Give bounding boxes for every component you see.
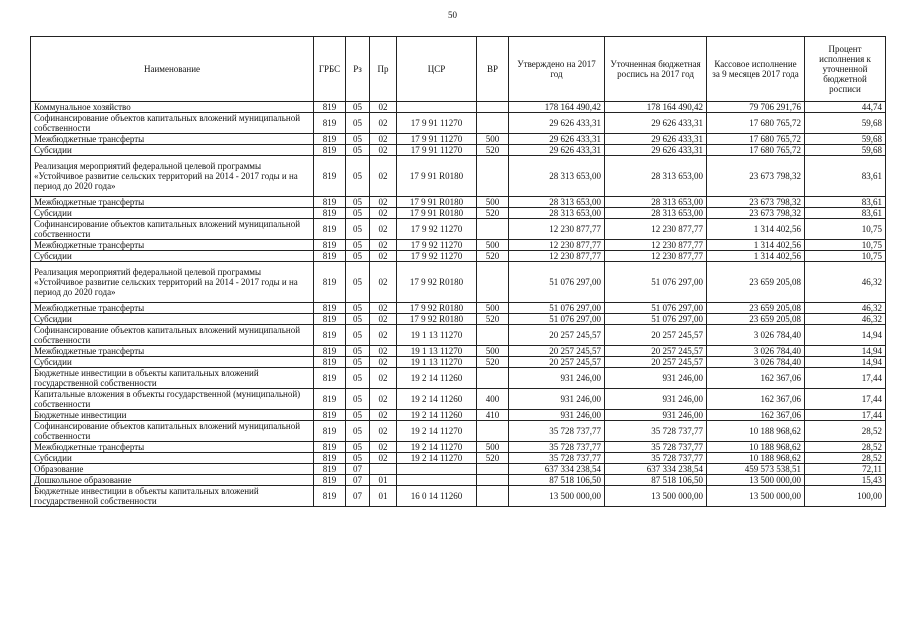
cell-rz: 05	[346, 357, 370, 368]
cell-refined: 931 246,00	[605, 410, 707, 421]
cell-rz: 05	[346, 134, 370, 145]
header-csr: ЦСР	[397, 37, 477, 102]
cell-vr: 400	[477, 389, 509, 410]
cell-refined: 29 626 433,31	[605, 145, 707, 156]
cell-percent: 10,75	[805, 251, 886, 262]
cell-approved: 28 313 653,00	[509, 208, 605, 219]
cell-pr: 02	[370, 156, 397, 197]
table-row	[31, 113, 886, 134]
cell-approved: 28 313 653,00	[509, 156, 605, 197]
cell-rz: 05	[346, 453, 370, 464]
cell-approved: 637 334 238,54	[509, 464, 605, 475]
cell-grbs: 819	[314, 303, 346, 314]
cell-approved: 20 257 245,57	[509, 346, 605, 357]
table-row	[31, 240, 886, 251]
cell-executed: 17 680 765,72	[707, 145, 805, 156]
cell-executed: 23 659 205,08	[707, 314, 805, 325]
cell-percent: 83,61	[805, 197, 886, 208]
cell-csr: 19 2 14 11260	[397, 410, 477, 421]
cell-csr	[397, 464, 477, 475]
cell-grbs: 819	[314, 389, 346, 410]
cell-percent: 17,44	[805, 389, 886, 410]
cell-rz: 05	[346, 208, 370, 219]
cell-name: Субсидии	[31, 453, 314, 464]
cell-rz: 05	[346, 102, 370, 113]
header-rz: Рз	[346, 37, 370, 102]
cell-csr: 17 9 91 R0180	[397, 156, 477, 197]
table-row	[31, 368, 886, 389]
cell-refined: 51 076 297,00	[605, 262, 707, 303]
cell-percent: 10,75	[805, 219, 886, 240]
cell-approved: 51 076 297,00	[509, 314, 605, 325]
cell-name: Межбюджетные трансферты	[31, 442, 314, 453]
cell-percent: 59,68	[805, 145, 886, 156]
cell-csr: 17 9 91 11270	[397, 134, 477, 145]
cell-csr: 17 9 91 R0180	[397, 197, 477, 208]
cell-csr: 17 9 91 11270	[397, 113, 477, 134]
cell-refined: 28 313 653,00	[605, 156, 707, 197]
table-row	[31, 421, 886, 442]
cell-executed: 10 188 968,62	[707, 453, 805, 464]
cell-name: Образование	[31, 464, 314, 475]
table-row	[31, 102, 886, 113]
cell-name: Межбюджетные трансферты	[31, 134, 314, 145]
cell-pr: 02	[370, 421, 397, 442]
cell-percent: 17,44	[805, 410, 886, 421]
cell-name: Коммунальное хозяйство	[31, 102, 314, 113]
cell-grbs: 819	[314, 464, 346, 475]
cell-csr: 19 1 13 11270	[397, 357, 477, 368]
cell-pr	[370, 464, 397, 475]
cell-grbs: 819	[314, 145, 346, 156]
header-vr: ВР	[477, 37, 509, 102]
cell-approved: 29 626 433,31	[509, 134, 605, 145]
cell-grbs: 819	[314, 102, 346, 113]
cell-vr	[477, 486, 509, 507]
cell-percent: 15,43	[805, 475, 886, 486]
header-name: Наименование	[31, 37, 314, 102]
cell-approved: 28 313 653,00	[509, 197, 605, 208]
cell-csr: 17 9 91 R0180	[397, 208, 477, 219]
table-row	[31, 251, 886, 262]
cell-csr	[397, 102, 477, 113]
cell-name: Реализация мероприятий федеральной целевой программы «Устойчивое развитие сельских территорий на 2014 - 2017 годы и на период до 2020 года»	[31, 156, 314, 197]
cell-rz: 05	[346, 303, 370, 314]
cell-approved: 931 246,00	[509, 389, 605, 410]
cell-approved: 20 257 245,57	[509, 357, 605, 368]
cell-refined: 87 518 106,50	[605, 475, 707, 486]
cell-percent: 28,52	[805, 421, 886, 442]
cell-grbs: 819	[314, 208, 346, 219]
cell-approved: 29 626 433,31	[509, 145, 605, 156]
cell-vr	[477, 219, 509, 240]
cell-grbs: 819	[314, 475, 346, 486]
cell-percent: 17,44	[805, 368, 886, 389]
cell-grbs: 819	[314, 421, 346, 442]
cell-approved: 29 626 433,31	[509, 113, 605, 134]
cell-executed: 13 500 000,00	[707, 475, 805, 486]
cell-refined: 637 334 238,54	[605, 464, 707, 475]
cell-rz: 05	[346, 368, 370, 389]
cell-vr: 520	[477, 145, 509, 156]
cell-approved: 35 728 737,77	[509, 453, 605, 464]
table-row	[31, 156, 886, 197]
header-pr: Пр	[370, 37, 397, 102]
cell-refined: 29 626 433,31	[605, 113, 707, 134]
cell-percent: 10,75	[805, 240, 886, 251]
cell-grbs: 819	[314, 197, 346, 208]
cell-name: Межбюджетные трансферты	[31, 346, 314, 357]
cell-executed: 23 673 798,32	[707, 208, 805, 219]
cell-csr: 19 2 14 11270	[397, 421, 477, 442]
cell-pr: 02	[370, 368, 397, 389]
cell-refined: 931 246,00	[605, 389, 707, 410]
cell-percent: 83,61	[805, 156, 886, 197]
cell-refined: 51 076 297,00	[605, 303, 707, 314]
cell-grbs: 819	[314, 453, 346, 464]
cell-rz: 05	[346, 219, 370, 240]
page-number: 50	[448, 10, 457, 20]
cell-approved: 12 230 877,77	[509, 219, 605, 240]
cell-refined: 35 728 737,77	[605, 421, 707, 442]
cell-csr: 16 0 14 11260	[397, 486, 477, 507]
cell-vr	[477, 113, 509, 134]
cell-csr: 19 2 14 11260	[397, 368, 477, 389]
cell-vr	[477, 325, 509, 346]
table-header-row	[31, 37, 886, 102]
cell-pr: 02	[370, 262, 397, 303]
cell-pr: 02	[370, 145, 397, 156]
cell-percent: 14,94	[805, 357, 886, 368]
cell-approved: 178 164 490,42	[509, 102, 605, 113]
cell-executed: 3 026 784,40	[707, 357, 805, 368]
cell-approved: 13 500 000,00	[509, 486, 605, 507]
cell-vr	[477, 464, 509, 475]
cell-approved: 35 728 737,77	[509, 421, 605, 442]
header-grbs: ГРБС	[314, 37, 346, 102]
table-row	[31, 208, 886, 219]
cell-vr: 500	[477, 303, 509, 314]
cell-refined: 20 257 245,57	[605, 325, 707, 346]
cell-grbs: 819	[314, 113, 346, 134]
table-row	[31, 357, 886, 368]
table-row	[31, 314, 886, 325]
cell-pr: 02	[370, 325, 397, 346]
header-executed: Кассовое исполнение за 9 месяцев 2017 года	[707, 37, 805, 102]
cell-vr	[477, 368, 509, 389]
cell-executed: 162 367,06	[707, 389, 805, 410]
cell-rz: 05	[346, 410, 370, 421]
cell-name: Капитальные вложения в объекты государственной (муниципальной) собственности	[31, 389, 314, 410]
cell-approved: 35 728 737,77	[509, 442, 605, 453]
cell-executed: 23 659 205,08	[707, 262, 805, 303]
cell-name: Реализация мероприятий федеральной целевой программы «Устойчивое развитие сельских территорий на 2014 - 2017 годы и на период до 2020 года»	[31, 262, 314, 303]
cell-rz: 05	[346, 240, 370, 251]
cell-rz: 07	[346, 475, 370, 486]
cell-approved: 51 076 297,00	[509, 262, 605, 303]
cell-refined: 35 728 737,77	[605, 442, 707, 453]
cell-pr: 02	[370, 113, 397, 134]
table-body	[31, 102, 886, 507]
cell-vr	[477, 156, 509, 197]
cell-name: Субсидии	[31, 145, 314, 156]
cell-pr: 02	[370, 102, 397, 113]
cell-csr: 17 9 92 11270	[397, 240, 477, 251]
table-row	[31, 464, 886, 475]
cell-rz: 05	[346, 421, 370, 442]
table-row	[31, 442, 886, 453]
cell-grbs: 819	[314, 219, 346, 240]
cell-percent: 46,32	[805, 303, 886, 314]
cell-csr: 19 2 14 11270	[397, 442, 477, 453]
cell-name: Софинансирование объектов капитальных вложений муниципальной собственности	[31, 219, 314, 240]
cell-rz: 05	[346, 389, 370, 410]
table-row	[31, 453, 886, 464]
table-row	[31, 197, 886, 208]
cell-executed: 17 680 765,72	[707, 113, 805, 134]
cell-pr: 02	[370, 240, 397, 251]
cell-percent: 44,74	[805, 102, 886, 113]
cell-name: Межбюджетные трансферты	[31, 240, 314, 251]
cell-approved: 51 076 297,00	[509, 303, 605, 314]
cell-rz: 07	[346, 486, 370, 507]
cell-approved: 931 246,00	[509, 410, 605, 421]
cell-grbs: 819	[314, 240, 346, 251]
cell-percent: 72,11	[805, 464, 886, 475]
cell-name: Субсидии	[31, 314, 314, 325]
cell-pr: 02	[370, 303, 397, 314]
cell-name: Софинансирование объектов капитальных вложений муниципальной собственности	[31, 113, 314, 134]
cell-name: Субсидии	[31, 251, 314, 262]
cell-name: Субсидии	[31, 208, 314, 219]
cell-vr: 410	[477, 410, 509, 421]
cell-grbs: 819	[314, 325, 346, 346]
table-row	[31, 303, 886, 314]
cell-pr: 02	[370, 134, 397, 145]
cell-vr: 520	[477, 453, 509, 464]
cell-percent: 28,52	[805, 453, 886, 464]
cell-pr: 02	[370, 453, 397, 464]
cell-grbs: 819	[314, 346, 346, 357]
cell-rz: 05	[346, 325, 370, 346]
cell-rz: 05	[346, 197, 370, 208]
cell-csr: 17 9 92 R0180	[397, 262, 477, 303]
cell-vr	[477, 102, 509, 113]
cell-name: Дошкольное образование	[31, 475, 314, 486]
cell-refined: 51 076 297,00	[605, 314, 707, 325]
cell-grbs: 819	[314, 442, 346, 453]
table-row	[31, 346, 886, 357]
cell-executed: 79 706 291,76	[707, 102, 805, 113]
table-row	[31, 475, 886, 486]
cell-vr: 500	[477, 197, 509, 208]
cell-rz: 05	[346, 156, 370, 197]
cell-pr: 02	[370, 251, 397, 262]
cell-csr: 17 9 92 11270	[397, 251, 477, 262]
cell-percent: 100,00	[805, 486, 886, 507]
cell-rz: 05	[346, 145, 370, 156]
cell-grbs: 819	[314, 357, 346, 368]
cell-executed: 162 367,06	[707, 410, 805, 421]
cell-rz: 05	[346, 314, 370, 325]
cell-rz: 05	[346, 113, 370, 134]
cell-refined: 12 230 877,77	[605, 219, 707, 240]
cell-pr: 02	[370, 442, 397, 453]
cell-executed: 3 026 784,40	[707, 346, 805, 357]
cell-grbs: 819	[314, 156, 346, 197]
cell-name: Софинансирование объектов капитальных вложений муниципальной собственности	[31, 421, 314, 442]
cell-percent: 14,94	[805, 325, 886, 346]
cell-refined: 29 626 433,31	[605, 134, 707, 145]
cell-executed: 162 367,06	[707, 368, 805, 389]
table-row	[31, 134, 886, 145]
table-row	[31, 486, 886, 507]
cell-csr: 19 2 14 11260	[397, 389, 477, 410]
cell-percent: 46,32	[805, 314, 886, 325]
cell-csr: 19 2 14 11270	[397, 453, 477, 464]
cell-percent: 59,68	[805, 113, 886, 134]
cell-grbs: 819	[314, 368, 346, 389]
cell-vr: 500	[477, 134, 509, 145]
cell-pr: 02	[370, 357, 397, 368]
cell-name: Межбюджетные трансферты	[31, 303, 314, 314]
cell-approved: 87 518 106,50	[509, 475, 605, 486]
cell-refined: 20 257 245,57	[605, 357, 707, 368]
cell-percent: 28,52	[805, 442, 886, 453]
cell-name: Бюджетные инвестиции в объекты капитальных вложений государственной собственности	[31, 368, 314, 389]
table-row	[31, 262, 886, 303]
cell-pr: 02	[370, 346, 397, 357]
cell-rz: 05	[346, 346, 370, 357]
cell-csr: 17 9 92 R0180	[397, 314, 477, 325]
cell-approved: 20 257 245,57	[509, 325, 605, 346]
cell-csr: 17 9 92 R0180	[397, 303, 477, 314]
cell-pr: 02	[370, 219, 397, 240]
table-row	[31, 410, 886, 421]
cell-executed: 23 673 798,32	[707, 156, 805, 197]
table-row	[31, 145, 886, 156]
table-row	[31, 389, 886, 410]
cell-vr: 500	[477, 240, 509, 251]
cell-pr: 02	[370, 389, 397, 410]
cell-executed: 23 673 798,32	[707, 197, 805, 208]
header-approved: Утверждено на 2017 год	[509, 37, 605, 102]
cell-executed: 1 314 402,56	[707, 219, 805, 240]
cell-percent: 46,32	[805, 262, 886, 303]
cell-pr: 01	[370, 475, 397, 486]
cell-percent: 14,94	[805, 346, 886, 357]
cell-grbs: 819	[314, 134, 346, 145]
cell-executed: 10 188 968,62	[707, 442, 805, 453]
cell-pr: 02	[370, 410, 397, 421]
cell-grbs: 819	[314, 262, 346, 303]
cell-executed: 10 188 968,62	[707, 421, 805, 442]
cell-executed: 3 026 784,40	[707, 325, 805, 346]
cell-vr: 500	[477, 442, 509, 453]
cell-executed: 1 314 402,56	[707, 240, 805, 251]
cell-grbs: 819	[314, 251, 346, 262]
cell-vr: 520	[477, 314, 509, 325]
cell-executed: 459 573 538,51	[707, 464, 805, 475]
cell-pr: 01	[370, 486, 397, 507]
cell-approved: 931 246,00	[509, 368, 605, 389]
cell-refined: 931 246,00	[605, 368, 707, 389]
table-row	[31, 325, 886, 346]
cell-grbs: 819	[314, 410, 346, 421]
header-percent: Процент исполнения к уточненной бюджетной росписи	[805, 37, 886, 102]
cell-refined: 35 728 737,77	[605, 453, 707, 464]
cell-vr: 500	[477, 346, 509, 357]
cell-name: Межбюджетные трансферты	[31, 197, 314, 208]
cell-csr: 17 9 92 11270	[397, 219, 477, 240]
cell-name: Софинансирование объектов капитальных вложений муниципальной собственности	[31, 325, 314, 346]
cell-vr	[477, 421, 509, 442]
cell-pr: 02	[370, 208, 397, 219]
cell-rz: 05	[346, 251, 370, 262]
cell-csr: 19 1 13 11270	[397, 346, 477, 357]
cell-vr	[477, 475, 509, 486]
cell-percent: 59,68	[805, 134, 886, 145]
cell-executed: 17 680 765,72	[707, 134, 805, 145]
cell-refined: 12 230 877,77	[605, 251, 707, 262]
table-row	[31, 219, 886, 240]
cell-vr: 520	[477, 208, 509, 219]
cell-name: Субсидии	[31, 357, 314, 368]
cell-refined: 28 313 653,00	[605, 197, 707, 208]
cell-refined: 178 164 490,42	[605, 102, 707, 113]
cell-executed: 23 659 205,08	[707, 303, 805, 314]
cell-refined: 12 230 877,77	[605, 240, 707, 251]
cell-pr: 02	[370, 197, 397, 208]
cell-vr: 520	[477, 251, 509, 262]
cell-rz: 05	[346, 442, 370, 453]
cell-refined: 20 257 245,57	[605, 346, 707, 357]
cell-refined: 28 313 653,00	[605, 208, 707, 219]
cell-pr: 02	[370, 314, 397, 325]
cell-approved: 12 230 877,77	[509, 240, 605, 251]
cell-csr: 19 1 13 11270	[397, 325, 477, 346]
cell-vr	[477, 262, 509, 303]
cell-executed: 13 500 000,00	[707, 486, 805, 507]
cell-csr	[397, 475, 477, 486]
cell-vr: 520	[477, 357, 509, 368]
cell-name: Бюджетные инвестиции	[31, 410, 314, 421]
cell-csr: 17 9 91 11270	[397, 145, 477, 156]
cell-name: Бюджетные инвестиции в объекты капитальных вложений государственной собственности	[31, 486, 314, 507]
cell-executed: 1 314 402,56	[707, 251, 805, 262]
cell-approved: 12 230 877,77	[509, 251, 605, 262]
header-refined: Уточненная бюджетная роспись на 2017 год	[605, 37, 707, 102]
budget-table	[30, 36, 886, 507]
cell-grbs: 819	[314, 486, 346, 507]
cell-rz: 07	[346, 464, 370, 475]
cell-grbs: 819	[314, 314, 346, 325]
cell-percent: 83,61	[805, 208, 886, 219]
cell-rz: 05	[346, 262, 370, 303]
cell-refined: 13 500 000,00	[605, 486, 707, 507]
